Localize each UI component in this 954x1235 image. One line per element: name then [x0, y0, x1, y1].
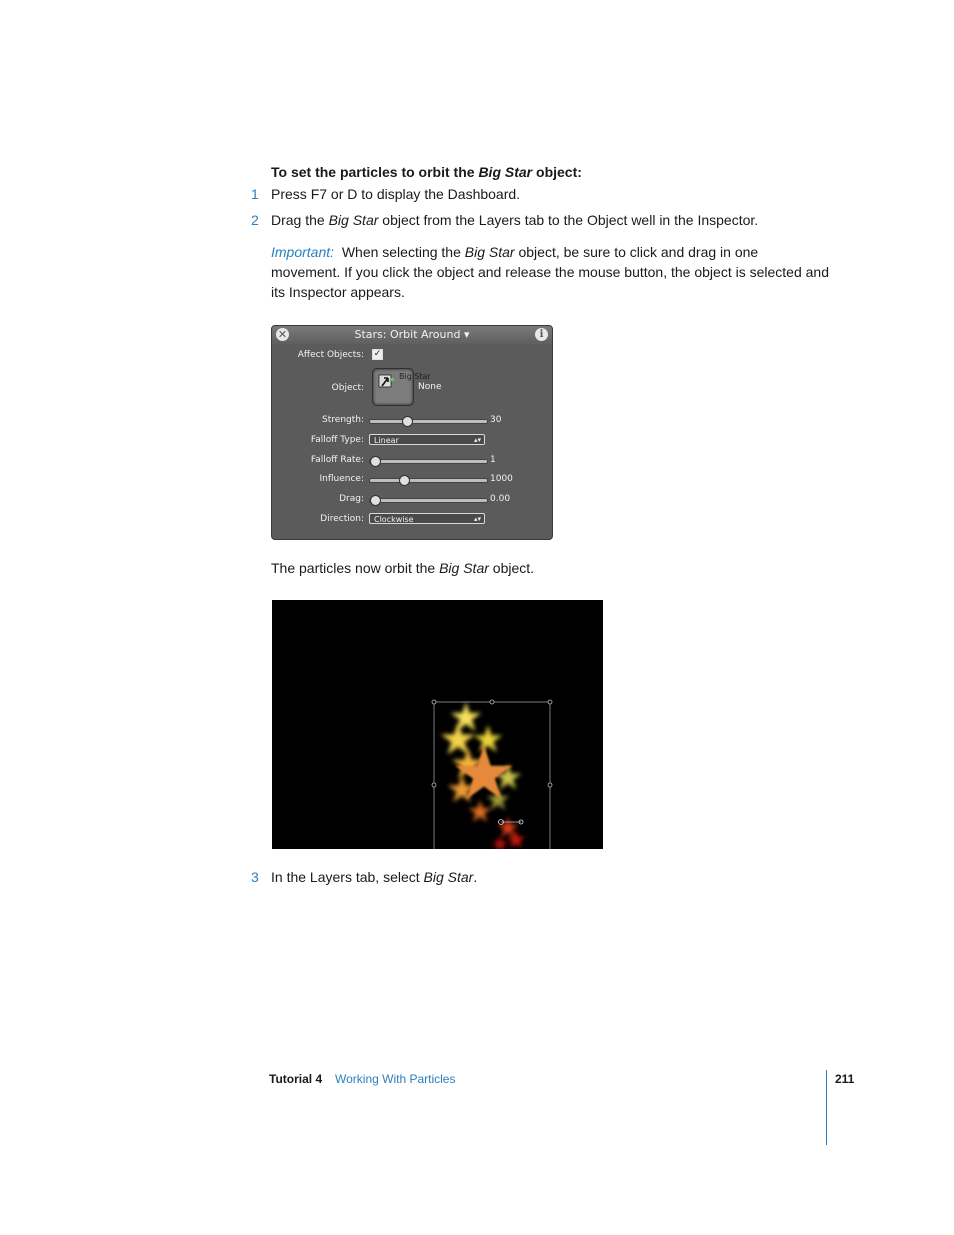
drag-label: Drag: — [339, 494, 364, 504]
result-pre: The particles now orbit the — [271, 560, 440, 576]
heading-text-post: object: — [532, 164, 582, 180]
step-3-pre: In the Layers tab, select — [271, 869, 424, 885]
influence-slider[interactable] — [369, 478, 488, 483]
drag-slider-knob[interactable] — [370, 495, 381, 506]
step-3-number: 3 — [251, 869, 259, 885]
object-none-text: None — [418, 382, 442, 392]
important-pre: When selecting the — [341, 244, 465, 260]
strength-slider[interactable] — [369, 419, 488, 424]
step-1-number: 1 — [251, 186, 259, 202]
hud-title[interactable] — [272, 328, 552, 341]
falloff-rate-value[interactable]: 1 — [490, 455, 496, 465]
step-2-number: 2 — [251, 212, 259, 228]
step-1-key-f7: F7 — [310, 186, 328, 202]
footer-tutorial: Tutorial 4 — [269, 1072, 323, 1086]
falloff-type-popup[interactable] — [369, 434, 485, 445]
popup-arrows-icon: ▴▾ — [473, 515, 481, 523]
step-3 — [251, 867, 259, 887]
important-label: Important: — [271, 244, 335, 260]
step-2-post: object from the Layers tab to the Object well in the Inspector. — [378, 212, 759, 228]
strength-slider-knob[interactable] — [402, 416, 413, 427]
falloff-rate-slider-knob[interactable] — [370, 456, 381, 467]
step-1-text — [271, 184, 520, 204]
object-well-name: Big Star — [399, 372, 431, 381]
influence-label: Influence: — [319, 474, 364, 484]
step-2-text — [271, 210, 758, 230]
direction-popup[interactable] — [369, 513, 485, 524]
canvas-preview — [272, 600, 603, 849]
step-3-post: . — [473, 869, 478, 885]
falloff-type-value: Linear — [374, 436, 399, 445]
heading-text-pre: To set the particles to orbit the — [271, 164, 479, 180]
strength-value[interactable]: 30 — [490, 415, 502, 425]
footer-chapter-link[interactable]: Working With Particles — [335, 1072, 456, 1086]
step-1-key-d: D — [347, 186, 358, 202]
heading-text-em: Big Star — [478, 164, 533, 180]
step-3-text — [271, 867, 477, 887]
direction-value: Clockwise — [374, 515, 414, 524]
step-3-em: Big Star — [423, 869, 474, 885]
strength-label: Strength: — [322, 415, 364, 425]
result-em: Big Star — [439, 560, 489, 576]
affect-objects-label: Affect Objects: — [297, 350, 364, 360]
falloff-type-label: Falloff Type: — [310, 435, 364, 445]
influence-slider-knob[interactable] — [399, 475, 410, 486]
dashboard-hud — [271, 325, 553, 540]
step-2-pre: Drag the — [271, 212, 329, 228]
influence-value[interactable]: 1000 — [490, 474, 513, 484]
falloff-rate-label: Falloff Rate: — [310, 455, 364, 465]
close-icon[interactable]: ✕ — [277, 328, 288, 341]
procedure-heading — [271, 162, 582, 182]
falloff-rate-slider[interactable] — [369, 459, 488, 464]
step-1 — [251, 184, 259, 204]
result-text — [271, 558, 534, 578]
page-number: 211 — [835, 1072, 855, 1086]
important-note — [271, 242, 831, 302]
result-post: object. — [488, 560, 535, 576]
object-label: Object: — [331, 383, 364, 393]
direction-label: Direction: — [320, 514, 364, 524]
step-2-em: Big Star — [328, 212, 379, 228]
footer-divider — [826, 1070, 827, 1145]
important-post: object, be sure to click and drag in one movement. If you click the object and release the mouse button, the object is selected and its Inspector appears. — [271, 244, 829, 300]
step-2 — [251, 210, 259, 230]
important-em: Big Star — [464, 244, 515, 260]
step-1-part: to display the Dashboard. — [357, 186, 521, 202]
chevron-down-icon: ▾ — [463, 328, 470, 341]
step-1-part: Press — [271, 186, 311, 202]
drag-value[interactable]: 0.00 — [490, 494, 511, 504]
particle-stars-image — [272, 600, 603, 849]
hud-title-text: Stars: Orbit Around — [354, 328, 461, 341]
info-icon[interactable]: i — [535, 328, 548, 341]
drag-slider[interactable] — [369, 498, 488, 503]
step-1-part: or — [327, 186, 348, 202]
affect-objects-checkbox[interactable]: ✓ — [373, 349, 382, 359]
popup-arrows-icon: ▴▾ — [473, 436, 481, 444]
